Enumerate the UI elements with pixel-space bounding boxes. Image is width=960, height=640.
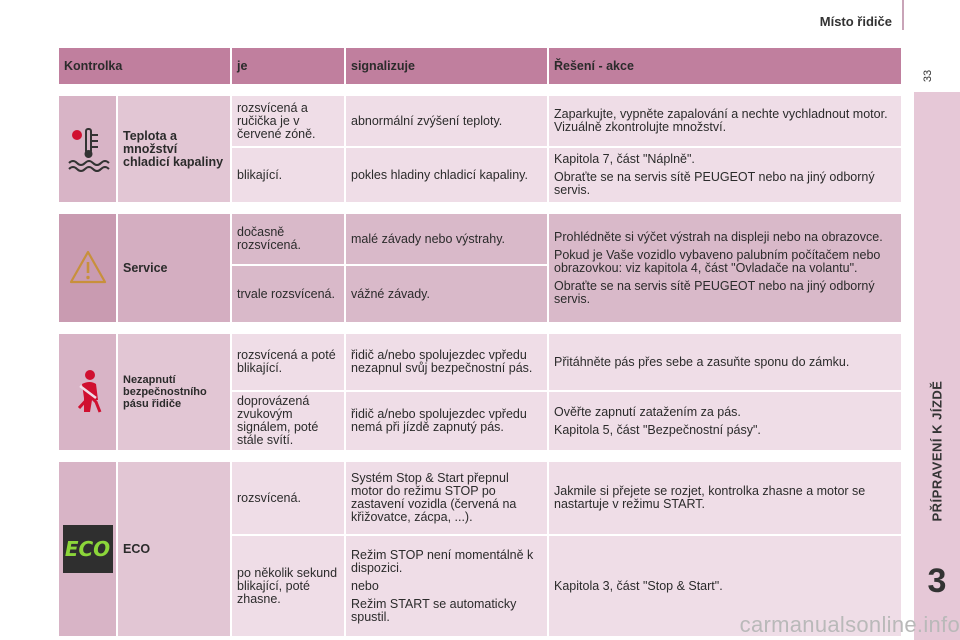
action-cell: Zaparkujte, vypněte zapalování a nechte vychladnout motor. Vizuálně zkontrolujte množství.: [548, 95, 902, 147]
seatbelt-icon: [68, 368, 108, 414]
signal-cell: řidič a/nebo spolujezdec vpředu nemá při jízdě zapnutý pás.: [345, 391, 548, 451]
service-warning-icon: [68, 249, 108, 285]
state-cell: po několik sekund blikající, poté zhasne.: [231, 535, 345, 637]
state-cell: trvale rozsvícená.: [231, 265, 345, 323]
table-row: [58, 213, 902, 265]
signal-cell: vážné závady.: [345, 265, 548, 323]
signal-cell: řidič a/nebo spolujezdec vpředu nezapnul svůj bezpečnostní pás.: [345, 333, 548, 391]
action-cell: Ověřte zapnutí zatažením za pás. Kapitola 5, část "Bezpečnostní pásy".: [548, 391, 902, 451]
header-divider: [902, 0, 904, 30]
state-cell: rozsvícená.: [231, 461, 345, 535]
eco-icon: ECO: [63, 525, 113, 573]
action-cell: Jakmile si přejete se rozjet, kontrolka zhasne a motor se nastartuje v režimu START.: [548, 461, 902, 535]
state-cell: blikající.: [231, 147, 345, 203]
header-action: Řešení - akce: [548, 47, 902, 85]
chapter-side-tab: [914, 92, 960, 640]
header-signal: signalizuje: [345, 47, 548, 85]
coolant-name: Teplota a množství chladicí kapaliny: [117, 95, 231, 203]
page-header-title: Místo řidiče: [819, 14, 892, 29]
seatbelt-name: Nezapnutí bezpečnostního pásu řidiče: [117, 333, 231, 451]
table-header-row: [58, 47, 902, 85]
coolant-temperature-icon: [65, 123, 111, 173]
signal-cell: abnormální zvýšení teploty.: [345, 95, 548, 147]
action-cell: Kapitola 7, část "Náplně". Obraťte se na servis sítě PEUGEOT nebo na jiný odborný servis.: [548, 147, 902, 203]
table-row: [58, 333, 902, 391]
service-icon-cell: [58, 213, 117, 323]
signal-cell: pokles hladiny chladicí kapaliny.: [345, 147, 548, 203]
header-kontrolka: Kontrolka: [58, 47, 231, 85]
eco-name: ECO: [117, 461, 231, 637]
eco-icon-cell: [58, 461, 117, 637]
header-state: je: [231, 47, 345, 85]
coolant-icon-cell: [58, 95, 117, 203]
signal-cell: malé závady nebo výstrahy.: [345, 213, 548, 265]
service-name: Service: [117, 213, 231, 323]
action-cell: Prohlédněte si výčet výstrah na displeji nebo na obrazovce. Pokud je Vaše vozidlo vybaveno palubním počítačem nebo obrazovkou: viz kapitola 4, část "Ovladače na volantu". Obraťte se na servis sítě PEUGEOT nebo na jiný odborný servis.: [548, 213, 902, 323]
seatbelt-icon-cell: [58, 333, 117, 451]
state-cell: doprovázená zvukovým signálem, poté stále svítí.: [231, 391, 345, 451]
chapter-side-title: PŘÍPRAVENÍ K JÍZDĚ: [929, 380, 945, 522]
signal-cell: Systém Stop & Start přepnul motor do režimu STOP po zastavení vozidla (červená na křižovatce, zácpa, ...).: [345, 461, 548, 535]
state-cell: rozsvícená a ručička je v červené zóně.: [231, 95, 345, 147]
action-cell: Kapitola 3, část "Stop & Start".: [548, 535, 902, 637]
table-row: [58, 461, 902, 535]
state-cell: dočasně rozsvícená.: [231, 213, 345, 265]
signal-cell: Režim STOP není momentálně k dispozici. nebo Režim START se automaticky spustil.: [345, 535, 548, 637]
watermark: carmanualsonline.info: [739, 612, 960, 637]
table-row: [58, 95, 902, 147]
warning-lights-table: [57, 46, 903, 638]
action-cell: Přitáhněte pás přes sebe a zasuňte sponu do zámku.: [548, 333, 902, 391]
chapter-number: 3: [927, 562, 947, 600]
state-cell: rozsvícená a poté blikající.: [231, 333, 345, 391]
page-number: 33: [922, 69, 935, 83]
